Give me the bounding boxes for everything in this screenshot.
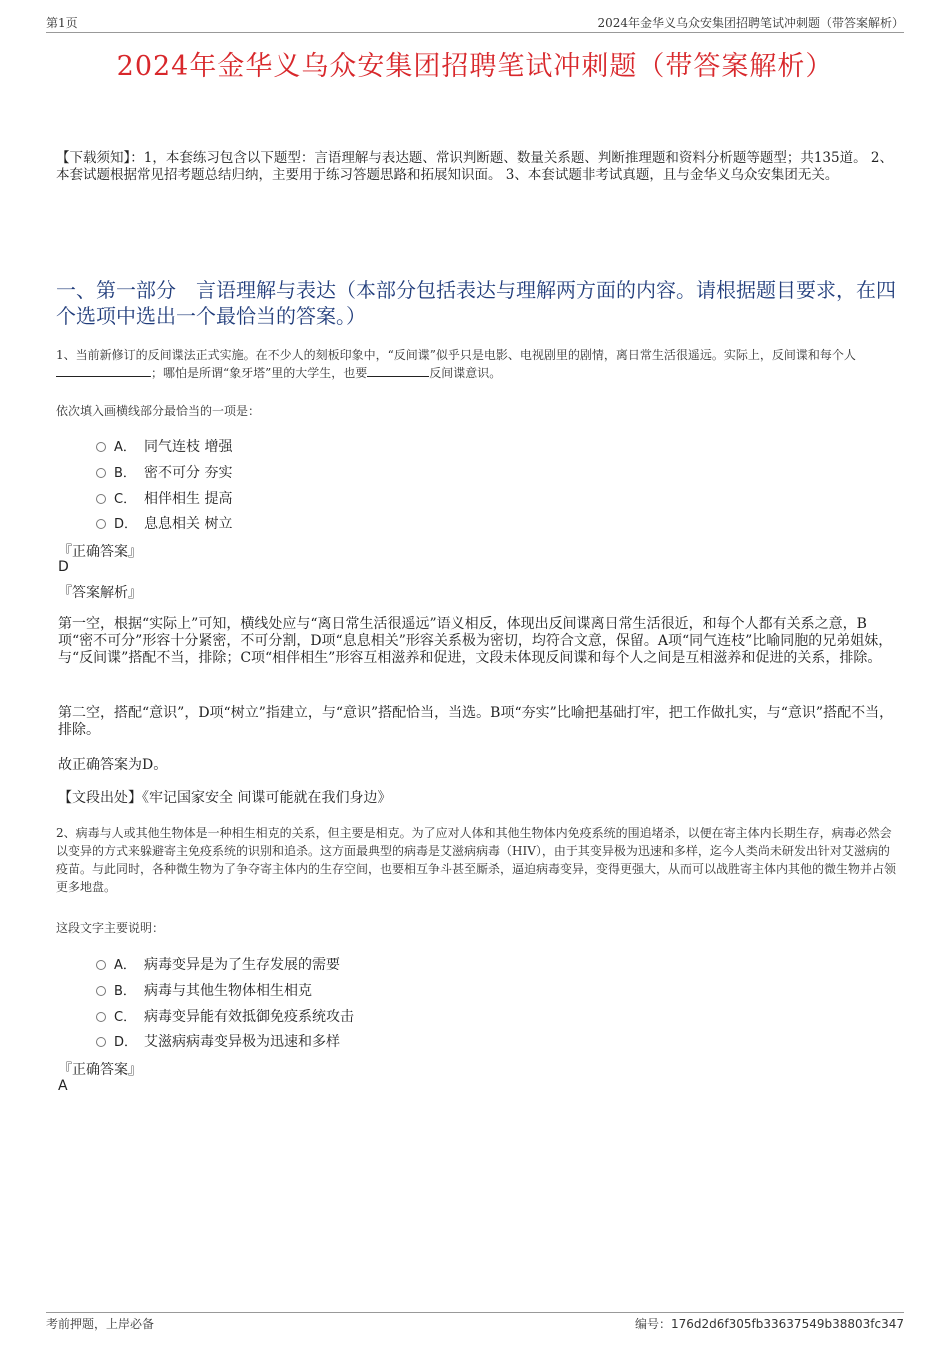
question-1-analysis-paragraph: 第二空，搭配“意识”，D项“树立”指建立，与“意识”搭配恰当，当选。B项“夯实”比喻把基础打牢，把工作做扎实，与“意识”搭配不当，排除。 [58, 705, 894, 738]
footer-code-label: 编号： [635, 1317, 672, 1331]
question-1-option-d[interactable] [96, 513, 232, 533]
footer-code-value: 176d2d6f305fb33637549b38803fc347 [671, 1317, 904, 1331]
option-letter: D． [114, 1035, 138, 1050]
radio-icon[interactable] [96, 468, 106, 478]
radio-icon[interactable] [96, 519, 106, 529]
question-1-stem [56, 346, 896, 382]
footer-code [635, 1315, 904, 1332]
radio-icon[interactable] [96, 960, 106, 970]
page-header [46, 14, 904, 33]
radio-icon[interactable] [96, 442, 106, 452]
option-text: 相伴相生 提高 [144, 491, 233, 507]
fill-blank [367, 364, 429, 377]
question-1-answer: D [58, 559, 69, 575]
question-1-analysis-label: 『答案解析』 [58, 585, 142, 601]
option-letter: C． [114, 1010, 137, 1025]
question-2-option-a[interactable] [96, 954, 340, 974]
section-title: 一、第一部分 言语理解与表达（本部分包括表达与理解两方面的内容。请根据题目要求，在四个选项中选出一个最恰当的答案。） [56, 278, 896, 328]
option-letter: B． [114, 984, 136, 999]
option-letter: B． [114, 466, 136, 481]
option-letter: A． [114, 440, 136, 455]
question-1-conclusion: 故正确答案为D。 [58, 757, 168, 773]
question-2-stem: 2、病毒与人或其他生物体是一种相生相克的关系，但主要是相克。为了应对人体和其他生物体内免疫系统的围追堵杀，以便在寄主体内长期生存，病毒必然会以变异的方式来躲避寄主免疫系统的识别和追杀。这方面最典型的病毒是艾滋病病毒（HIV），由于其变异极为迅速和多样，迄今人类尚未研发出针对艾滋病的疫苗。与此同时，各种微生物为了争夺寄主体内的生存空间，也要相互争斗甚至厮杀，逼迫病毒变异，变得更强大，从而可以战胜寄主体内其他的微生物并占领更多地盘。 [56, 826, 897, 894]
question-1-stem-part3: 反间谍意识。 [429, 366, 502, 380]
question-1-option-c[interactable] [96, 488, 232, 508]
question-2-option-c[interactable] [96, 1006, 354, 1026]
fill-blank [56, 364, 151, 377]
radio-icon[interactable] [96, 986, 106, 996]
question-2-answer-label: 『正确答案』 [58, 1062, 142, 1078]
question-2-option-d[interactable] [96, 1031, 340, 1051]
option-text: 病毒与其他生物体相生相克 [144, 983, 312, 999]
question-2-option-b[interactable] [96, 980, 312, 1000]
header-doc-title: 2024年金华义乌众安集团招聘笔试冲刺题（带答案解析） [597, 16, 904, 30]
question-1-source: 【文段出处】《牢记国家安全 间谍可能就在我们身边》 [58, 790, 392, 806]
option-text: 病毒变异是为了生存发展的需要 [144, 957, 340, 973]
question-1-stem-part1: 1、当前新修订的反间谍法正式实施。在不少人的刻板印象中，“反间谍”似乎只是电影、电视剧里的剧情，离日常生活很遥远。实际上，反间谍和每个人 [56, 348, 856, 362]
question-1-analysis-paragraph: 第一空，根据“实际上”可知，横线处应与“离日常生活很遥远”语义相反，体现出反间谍离日常生活很近，和每个人都有关系之意，B项“密不可分”形容十分紧密，不可分割，D项“息息相关”形容关系极为密切，均符合文意，保留。A项“同气连枝”比喻同胞的兄弟姐妹，与“反间谍”搭配不当，排除；C项“相伴相生”形容互相滋养和促进，文段未体现反间谍和每个人之间是互相滋养和促进的关系，排除。 [58, 616, 893, 666]
question-1-answer-label: 『正确答案』 [58, 544, 142, 560]
option-text: 密不可分 夯实 [144, 465, 233, 481]
question-2-answer: A [58, 1078, 68, 1094]
radio-icon[interactable] [96, 1037, 106, 1047]
page-footer [46, 1312, 904, 1331]
question-2-prompt: 这段文字主要说明： [56, 921, 165, 935]
option-letter: D． [114, 517, 138, 532]
option-letter: A． [114, 958, 136, 973]
option-text: 病毒变异能有效抵御免疫系统攻击 [144, 1009, 354, 1025]
radio-icon[interactable] [96, 1012, 106, 1022]
option-text: 同气连枝 增强 [144, 439, 233, 455]
download-notice: 【下载须知】：1，本套练习包含以下题型：言语理解与表达题、常识判断题、数量关系题、判断推理题和资料分析题等题型；共135道。 2、本套试题根据常见招考题总结归纳，主要用于练习答题思路和拓展知识面。 3、本套试题非考试真题，且与金华义乌众安集团无关。 [56, 150, 893, 183]
question-1-option-a[interactable] [96, 436, 232, 456]
footer-slogan: 考前押题，上岸必备 [46, 1317, 155, 1331]
option-letter: C． [114, 492, 137, 507]
page-number: 第1页 [46, 16, 78, 30]
question-1-option-b[interactable] [96, 462, 232, 482]
document-title: 2024年金华义乌众安集团招聘笔试冲刺题（带答案解析） [116, 51, 834, 82]
radio-icon[interactable] [96, 494, 106, 504]
question-1-prompt: 依次填入画横线部分最恰当的一项是： [56, 404, 261, 418]
question-1-stem-part2: ；哪怕是所谓“象牙塔”里的大学生，也要 [151, 366, 368, 380]
option-text: 艾滋病病毒变异极为迅速和多样 [144, 1034, 340, 1050]
option-text: 息息相关 树立 [144, 516, 233, 532]
